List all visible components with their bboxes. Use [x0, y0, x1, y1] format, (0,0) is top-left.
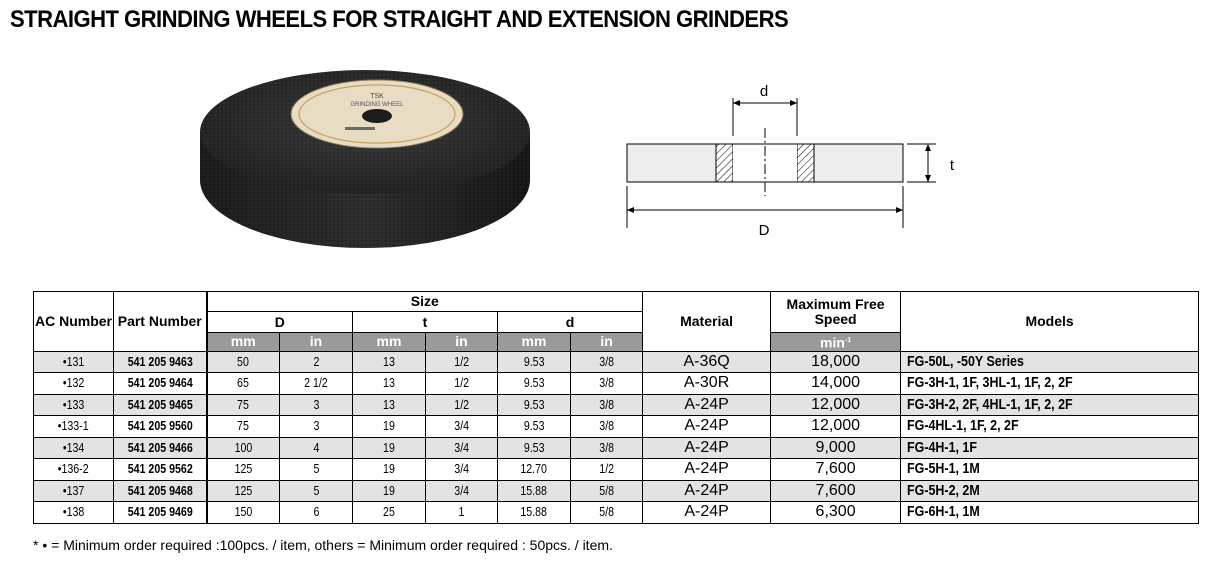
cell-part-number [114, 351, 207, 373]
cell-material: A-24P [643, 416, 771, 438]
table-row [34, 373, 1199, 395]
cell-material: A-24P [643, 502, 771, 524]
cell-t-mm-text: 19 [383, 419, 395, 434]
cell-ac-number [34, 437, 114, 459]
cell-models [901, 437, 1199, 459]
cell-D-mm-text: 100 [234, 440, 253, 455]
cell-d-in [571, 437, 643, 459]
cell-t-mm [353, 502, 426, 524]
cell-part-number-text: 541 205 9464 [127, 376, 193, 391]
cell-ac-number-text: •137 [62, 483, 85, 498]
cell-d-mm-text: 12.70 [520, 462, 548, 477]
cell-t-mm [353, 416, 426, 438]
cell-t-mm [353, 437, 426, 459]
cell-D-in [280, 394, 353, 416]
cell-part-number-text: 541 205 9466 [127, 440, 193, 455]
cell-ac-number [34, 373, 114, 395]
table-row [34, 394, 1199, 416]
cell-t-in [426, 351, 498, 373]
cell-t-mm-text: 13 [383, 376, 395, 391]
cell-max-speed: 12,000 [771, 416, 901, 438]
cell-t-in-text: 3/4 [454, 483, 469, 498]
cell-material: A-30R [643, 373, 771, 395]
cell-D-mm-text: 50 [237, 354, 250, 369]
unit-t-mm: mm [353, 333, 426, 352]
cell-part-number [114, 480, 207, 502]
cell-part-number [114, 373, 207, 395]
cell-d-mm-text: 15.88 [520, 505, 548, 520]
cell-material: A-24P [643, 394, 771, 416]
footnote: * • = Minimum order required :100pcs. / item, others = Minimum order required : 50pcs. / item. [33, 537, 613, 553]
cell-D-mm-text: 125 [234, 462, 253, 477]
table-row [34, 351, 1199, 373]
cell-t-mm [353, 459, 426, 481]
cell-d-in [571, 459, 643, 481]
cell-D-mm [207, 351, 280, 373]
cell-D-in [280, 437, 353, 459]
page-title: STRAIGHT GRINDING WHEELS FOR STRAIGHT AND EXTENSION GRINDERS [10, 6, 789, 33]
cell-d-mm [498, 437, 571, 459]
cell-D-mm-text: 75 [237, 397, 250, 412]
header-D: D [207, 312, 353, 333]
cell-part-number [114, 394, 207, 416]
cell-d-in-text: 5/8 [599, 505, 614, 520]
cell-ac-number-text: •134 [62, 440, 85, 455]
table-row [34, 480, 1199, 502]
unit-D-mm: mm [207, 333, 280, 352]
cell-max-speed: 18,000 [771, 351, 901, 373]
cell-d-mm-text: 9.53 [523, 354, 545, 369]
cell-part-number-text: 541 205 9465 [127, 397, 193, 412]
cell-d-in [571, 416, 643, 438]
header-models: Models [901, 292, 1199, 352]
cell-models [901, 480, 1199, 502]
cell-part-number [114, 437, 207, 459]
unit-d-mm: mm [498, 333, 571, 352]
cell-D-in [280, 459, 353, 481]
cell-ac-number [34, 502, 114, 524]
cell-models-text: FG-4HL-1, 1F, 2, 2F [907, 418, 1019, 435]
cell-max-speed: 14,000 [771, 373, 901, 395]
cell-D-mm [207, 416, 280, 438]
cell-d-mm-text: 9.53 [523, 419, 545, 434]
cell-part-number-text: 541 205 9562 [127, 462, 193, 477]
cell-D-mm-text: 150 [234, 505, 253, 520]
cell-ac-number-text: •131 [62, 354, 85, 369]
cell-part-number [114, 502, 207, 524]
cell-D-mm [207, 437, 280, 459]
cell-t-in [426, 373, 498, 395]
header-t: t [353, 312, 498, 333]
cell-D-in-text: 3 [313, 397, 319, 412]
cell-models-text: FG-5H-1, 1M [907, 461, 980, 478]
cell-d-mm-text: 15.88 [520, 483, 548, 498]
cell-t-mm-text: 19 [383, 483, 395, 498]
cell-d-in-text: 1/2 [599, 462, 614, 477]
cell-d-mm-text: 9.53 [523, 440, 545, 455]
cell-max-speed: 6,300 [771, 502, 901, 524]
cell-part-number-text: 541 205 9469 [127, 505, 193, 520]
header-ac-number: AC Number [34, 292, 114, 352]
wheel-dimension-diagram [610, 76, 970, 246]
cell-ac-number [34, 351, 114, 373]
cell-models [901, 394, 1199, 416]
cell-D-mm-text: 125 [234, 483, 253, 498]
header-max-speed: Maximum Free Speed [771, 292, 901, 333]
cell-ac-number-text: •138 [62, 505, 85, 520]
table-row [34, 502, 1199, 524]
cell-D-mm [207, 373, 280, 395]
cell-D-in [280, 351, 353, 373]
cell-D-mm [207, 502, 280, 524]
cell-t-mm-text: 13 [383, 354, 395, 369]
cell-max-speed: 12,000 [771, 394, 901, 416]
cell-ac-number-text: •133-1 [58, 419, 89, 434]
cell-D-in-text: 2 1/2 [304, 376, 328, 391]
cell-d-in-text: 3/8 [599, 397, 614, 412]
cell-d-in [571, 502, 643, 524]
cell-D-in-text: 2 [313, 354, 319, 369]
cell-t-in [426, 459, 498, 481]
cell-ac-number [34, 394, 114, 416]
unit-d-in: in [571, 333, 643, 352]
cell-t-mm [353, 351, 426, 373]
cell-material: A-24P [643, 437, 771, 459]
diagram-t-label: t [949, 157, 955, 174]
wheel-label-paper [291, 80, 463, 148]
cell-part-number-text: 541 205 9463 [127, 354, 193, 369]
cell-D-in-text: 5 [313, 483, 319, 498]
table-row [34, 459, 1199, 481]
cell-material: A-36Q [643, 351, 771, 373]
cell-D-in [280, 502, 353, 524]
cell-d-mm-text: 9.53 [523, 376, 545, 391]
cell-d-in-text: 3/8 [599, 354, 614, 369]
diagram-D-label: D [758, 222, 770, 239]
cell-d-in-text: 3/8 [599, 419, 614, 434]
cell-models-text: FG-5H-2, 2M [907, 482, 980, 499]
unit-D-in: in [280, 333, 353, 352]
grinding-wheel-image [195, 70, 535, 255]
cell-D-in-text: 3 [313, 419, 319, 434]
cell-material: A-24P [643, 459, 771, 481]
cell-t-in-text: 1/2 [454, 376, 469, 391]
cell-part-number-text: 541 205 9560 [127, 419, 193, 434]
cell-part-number [114, 459, 207, 481]
cell-part-number [114, 416, 207, 438]
cell-t-mm-text: 19 [383, 462, 395, 477]
cell-D-in-text: 5 [313, 462, 319, 477]
cell-t-in-text: 1/2 [454, 354, 469, 369]
cell-ac-number [34, 416, 114, 438]
cell-d-mm [498, 480, 571, 502]
cell-D-mm-text: 75 [237, 419, 250, 434]
cell-D-in [280, 480, 353, 502]
cell-D-in-text: 6 [313, 505, 319, 520]
cell-ac-number [34, 459, 114, 481]
cell-D-in-text: 4 [313, 440, 319, 455]
cell-t-in [426, 437, 498, 459]
cell-ac-number-text: •132 [62, 376, 85, 391]
cell-D-mm [207, 480, 280, 502]
header-d: d [498, 312, 643, 333]
unit-speed-exponent: -1 [844, 337, 852, 344]
wheel-label-line2: GRINDING WHEEL [350, 102, 404, 108]
cell-d-mm [498, 502, 571, 524]
cell-ac-number-text: •133 [62, 397, 85, 412]
cell-d-in [571, 373, 643, 395]
cell-models-text: FG-3H-1, 1F, 3HL-1, 1F, 2, 2F [907, 375, 1073, 392]
table-row [34, 416, 1199, 438]
cell-d-mm [498, 394, 571, 416]
cell-ac-number [34, 480, 114, 502]
cell-d-in [571, 351, 643, 373]
header-part-number: Part Number [114, 292, 207, 352]
cell-models [901, 502, 1199, 524]
cell-d-in [571, 394, 643, 416]
cell-d-mm [498, 459, 571, 481]
cell-D-in [280, 373, 353, 395]
cell-t-mm [353, 480, 426, 502]
cell-max-speed: 7,600 [771, 459, 901, 481]
cell-models [901, 373, 1199, 395]
specification-table [33, 291, 1199, 524]
unit-speed [771, 333, 901, 352]
cell-t-in-text: 3/4 [454, 462, 469, 477]
cell-D-mm [207, 394, 280, 416]
cell-t-in [426, 502, 498, 524]
cell-max-speed: 7,600 [771, 480, 901, 502]
cell-d-in [571, 480, 643, 502]
cell-d-in-text: 3/8 [599, 376, 614, 391]
cell-d-mm [498, 416, 571, 438]
unit-speed-base: min [820, 334, 845, 351]
header-size: Size [207, 292, 643, 312]
cell-t-mm [353, 394, 426, 416]
table-row [34, 437, 1199, 459]
cell-t-mm-text: 13 [383, 397, 395, 412]
cell-t-mm-text: 19 [383, 440, 395, 455]
diagram-d-label: d [759, 83, 769, 100]
cell-t-in [426, 480, 498, 502]
cell-models-text: FG-6H-1, 1M [907, 504, 980, 521]
cell-d-mm [498, 351, 571, 373]
cell-material: A-24P [643, 480, 771, 502]
cell-D-mm-text: 65 [237, 376, 250, 391]
cell-d-mm [498, 373, 571, 395]
cell-models-text: FG-50L, -50Y Series [907, 353, 1024, 370]
cell-max-speed: 9,000 [771, 437, 901, 459]
cell-D-in [280, 416, 353, 438]
cell-t-in-text: 1/2 [454, 397, 469, 412]
cell-t-mm-text: 25 [383, 505, 395, 520]
cell-t-in-text: 1 [458, 505, 465, 520]
cell-t-in [426, 394, 498, 416]
wheel-label-line1: TSK [370, 93, 384, 100]
cell-d-mm-text: 9.53 [523, 397, 545, 412]
cell-d-in-text: 5/8 [599, 483, 614, 498]
cell-models [901, 459, 1199, 481]
cell-models-text: FG-4H-1, 1F [907, 439, 978, 456]
cell-t-in [426, 416, 498, 438]
cell-t-in-text: 3/4 [454, 440, 469, 455]
cell-models [901, 416, 1199, 438]
cell-part-number-text: 541 205 9468 [127, 483, 193, 498]
cell-d-in-text: 3/8 [599, 440, 614, 455]
cell-models [901, 351, 1199, 373]
cell-t-mm [353, 373, 426, 395]
header-material: Material [643, 292, 771, 352]
cell-ac-number-text: •136-2 [58, 462, 89, 477]
cell-D-mm [207, 459, 280, 481]
cell-models-text: FG-3H-2, 2F, 4HL-1, 1F, 2, 2F [907, 396, 1073, 413]
cell-t-in-text: 3/4 [454, 419, 469, 434]
unit-t-in: in [426, 333, 498, 352]
